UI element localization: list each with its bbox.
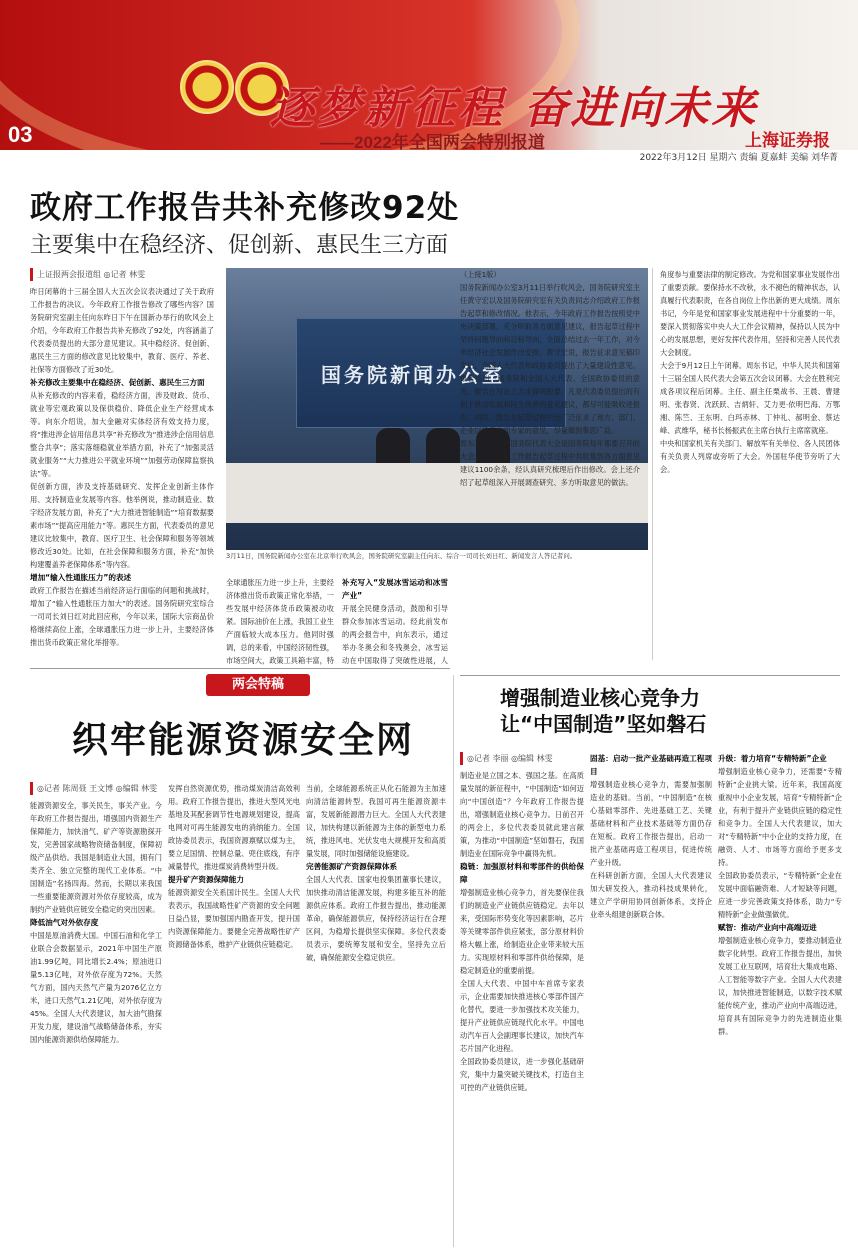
article-subhead: 提升矿产资源保障能力 <box>168 875 244 884</box>
manufacturing-col3 <box>718 752 842 1247</box>
paragraph: 增强制造业核心竞争力，要推动制造业数字化转型。政府工作报告提出，加快发展工业互联网，培育壮大集成电路、人工智能等数字产业。全国人大代表建议，加快推进智能制造，以数字技术赋能传统产业，推动产业向中高端迈进，培育具有国际竞争力的先进制造业集群。 <box>718 936 842 1036</box>
dateline: 2022年3月12日 星期六 责编 夏嘉蚌 美编 刘华菁 <box>639 153 838 163</box>
page-number: 03 <box>8 122 33 147</box>
paragraph: 全国人大代表、国家电投集团董事长建议，加快推动清洁能源发展，构建多能互补的能源供应体系。政府工作报告提出，推动能源革命，确保能源供应，保持经济运行在合理区间，为稳增长提供坚实保障。多位代表委员表示，要统筹发展和安全，坚持先立后破，确保能源安全稳定供应。 <box>306 875 446 962</box>
paragraph: 中央和国家机关有关部门、解放军有关单位、各人民团体有关负责人列席或旁听了大会。外国驻华使节旁听了大会。 <box>660 439 840 474</box>
manufacturing-col2 <box>590 752 712 1247</box>
paragraph: 能源资源安全关系国计民生。全国人大代表表示，我国战略性矿产资源的安全问题日益凸显，要加强国内勘查开发，提升国内资源保障能力。要健全完善战略性矿产资源储备体系，维护产业链供应链稳定。 <box>168 888 300 949</box>
backdrop-text: 国务院新闻办公室 <box>321 363 505 387</box>
main-article-col1 <box>30 268 214 648</box>
section-byline: ◎记者 李丽 ◎编辑 林雯 <box>460 752 584 765</box>
speaker-figure <box>426 428 460 468</box>
special-byline: ◎记者 陈周聂 王文博 ◎编辑 林雯 <box>30 782 162 795</box>
photo-caption: 3月11日，国务院新闻办公室在北京举行吹风会，国务院研究室副主任向东、综合一司司长刘日红、新闻发言人答记者问。 <box>226 552 577 560</box>
article-subhead: 稳链：加强原材料和零部件的供给保障 <box>460 862 584 884</box>
article-subhead: 降低油气对外依存度 <box>30 918 99 927</box>
paragraph: 在科研创新方面，全国人大代表建议加大研发投入，推动科技成果转化，建立产学研用协同创新体系，支持企业牵头组建创新联合体。 <box>590 871 712 919</box>
banner-subtitle: ——2022年全国两会特别报道 <box>320 133 545 150</box>
paragraph: 报告指出，国务院和全国人大代表、全国政协委员的意见，报告在写法上力求简明扼要，凡是代表委员提出的有利于推动发展和民生改善的意见建议，都尽可能吸收进报告。同时，报告在起草过程中还广泛征求了地方、部门、企业以及各方面专家的意见，尽量做到集思广益。 <box>460 374 640 435</box>
paragraph: 开展全民健身活动，鼓励和引导群众参加冰雪运动。经此前发布的两会报告中，向东表示，通过举办冬奥会和冬残奥会，冰雪运动在中国取得了突破性进展，人 <box>342 604 448 665</box>
main-byline: 上证报两会报道组 ◎记者 林雯 <box>30 268 214 281</box>
special-col1 <box>30 782 162 1247</box>
article-subhead: 赋智：推动产业向中高端迈进 <box>718 923 817 932</box>
section-divider <box>30 668 450 669</box>
special-col2 <box>168 782 300 1247</box>
article-subhead: 升级：着力培育“专精特新”企业 <box>718 754 827 763</box>
national-emblem-icon <box>180 60 234 114</box>
paragraph: 当前，全球能源系统正从化石能源为主加速向清洁能源转型。我国可再生能源资源丰富，发展新能源潜力巨大。全国人大代表建议，加快构建以新能源为主体的新型电力系统，推进风电、光伏发电大规模开发和高质量发展，同时加强储能设施建设。 <box>306 784 446 858</box>
paragraph: 中国是原油消费大国。中国石油和化学工业联合会数据显示，2021年中国生产原油1.99亿吨，同比增长2.4%；原油进口量5.13亿吨，对外依存度为72%。天然气方面，国内天然气产量为2076亿立方米，进口天然气1.21亿吨，对外依存度为45%。全国人大代表建议，加大油气勘探开发力度，建设油气战略储备体系，夯实国内能源资源供给保障能力。 <box>30 931 162 1044</box>
special-report-tag: 两会特稿 <box>206 674 310 696</box>
paragraph: 发挥自然资源优势，推动煤炭清洁高效利用。政府工作报告提出，推进大型风光电基地及其配套调节性电源规划建设，提高电网对可再生能源发电的消纳能力。全国政协委员表示，我国资源禀赋以煤为主，要立足国情、控制总量、兜住底线，有序减量替代，推进煤炭消费转型升级。 <box>168 784 300 871</box>
article-subhead: 增加“输入性通胀压力”的表述 <box>30 573 132 582</box>
banner-slogan: 逐梦新征程 奋进向未来 <box>270 83 759 134</box>
paragraph: 增强制造业核心竞争力，还需要“专精特新”企业挑大梁。近年来，我国高度重视中小企业发展，培育“专精特新”企业，有利于提升产业链供应链的稳定性和竞争力。全国人大代表建议，加大对“专精特新”中小企业的支持力度，在融资、人才、市场等方面给予更多支持。 <box>718 767 842 867</box>
paragraph: 大会于9月12日上午闭幕。周东书记，中华人民共和国第十三届全国人民代表大会第五次会议闭幕。大会在胜利完成各项议程后闭幕。主任、副主任栗战书、王晨、曹建明、张春贤、沈跃跃、吉炳轩、艾力更·依明巴海、万鄂湘、陈竺、王东明、白玛赤林、丁仲礼、郝明金、蔡达峰、武维华，秘书长杨振武在主席台执行主席席就座。 <box>660 361 840 435</box>
continuation-marker: （上接1版） <box>460 270 501 279</box>
newspaper-brand: 上海证券报 <box>745 131 830 150</box>
main-article-col2 <box>226 576 334 668</box>
continued-article-col1 <box>460 268 640 668</box>
paragraph: 全球通胀压力进一步上升，主要经济体推出货币政策正常化举措，一些发展中经济体货币政策被动收紧。国际油价在上涨，我国工业生产面临较大成本压力。他同时强调，总的来看，中国经济韧性强，市场空间大，政策工具箱丰富，特 <box>226 578 334 665</box>
main-headline: 政府工作报告共补充修改92处 <box>30 190 460 226</box>
masthead-banner <box>0 0 858 150</box>
paragraph: 从补充修改的内容来看，稳经济方面，涉及财政、货币、就业等宏观政策以及保供稳价、降低企业生产经营成本等。向东介绍说，加大金融对实体经济有效支持力度，将“推进涉企信用信息共享”补充修改为“推进涉企信用信息整合共享”；落实落细稳就业举措方面，补充了“加强灵活就业服务”“大力推进公平就业环境”“加强劳动保障监察执法”等。 <box>30 391 214 478</box>
section-divider <box>460 675 840 676</box>
article-subhead: 完善能源矿产资源保障体系 <box>306 862 398 871</box>
paragraph: 角度参与重要法律的制定修改。为党和国家事业发展作出了重要贡献。要保持水不改秋，永不褪色的精神状态，认真履行代表职责，在各自岗位上作出新的更大成绩。周东书记，今年是党和国家事业发展进程中十分重要的一年，要深入贯彻落实中央人大工作会议精神，保持以人民为中心的发展思想，更好发挥代表作用，坚持和完善人民代表大会制度。 <box>660 270 840 357</box>
paragraph: 增强制造业核心竞争力，首先要保住我们的制造业产业链供应链稳定。去年以来，受国际形势变化等因素影响，芯片等关键零部件供应紧张，部分原材料价格大幅上涨，给制造业企业带来较大压力。实现原材料和零部件供给保障，是稳定制造业的重要前提。 <box>460 888 584 975</box>
article-subhead: 补充修改主要集中在稳经济、促创新、惠民生三方面 <box>30 378 205 387</box>
column-divider <box>652 268 653 660</box>
paragraph: 周东表示，本届国务院代表大会是国务院每年都要召开的大会之一，政府工作报告起草过程中共收集到各方面意见建议1100余条，经认真研究梳理后作出修改。会上还介绍了起草组深入开展调查研究、多方听取意见的做法。 <box>460 439 640 487</box>
column-divider <box>453 675 454 1247</box>
article-subhead: 补充写入“发展冰雪运动和冰雪产业” <box>342 578 448 600</box>
paragraph: 昨日闭幕的十三届全国人大五次会议表决通过了关于政府工作报告的决议。今年政府工作报告修改了哪些内容？国务院研究室副主任向东昨日下午在国新办举行的吹风会上介绍，今年政府工作报告共补充修改了92处，内容涵盖了代表委员提出的大部分意见建议。其中稳经济、促创新、惠民生三方面的修改意见比较集中，教育、医疗、养老、社保等方面修改了近30处。 <box>30 287 214 374</box>
paragraph: 增强制造业核心竞争力，需要加强制造业的基础。当前，“中国制造”在核心基础零部件、先进基础工艺、关键基础材料和产业技术基础等方面仍存在短板。政府工作报告提出，启动一批产业基础再造工程项目，促进传统产业升级。 <box>590 780 712 867</box>
main-subheadline: 主要集中在稳经济、促创新、惠民生三方面 <box>30 233 449 258</box>
paragraph: 全国政协委员建议，进一步强化基础研究，集中力量突破关键技术，打造自主可控的产业链供应链。 <box>460 1057 584 1092</box>
article-subhead: 固基：启动一批产业基础再造工程项目 <box>590 754 712 776</box>
paragraph: 全国政协委员表示，“专精特新”企业在发展中面临融资难、人才短缺等问题，应进一步完善政策支持体系，助力“专精特新”企业做强做优。 <box>718 871 842 919</box>
paragraph: 政府工作报告在描述当前经济运行面临的问题和挑战时，增加了“输入性通胀压力加大”的表述。国务院研究室综合一司司长刘日红对此回应称，今年以来，国际大宗商品价格继续高位上涨，全球通胀压力进一步上升，主要经济体推出货币政策正常化举措等。 <box>30 586 214 647</box>
paragraph: 制造业是立国之本、强国之基。在高质量发展的新征程中，“中国制造”如何迈向“中国创造”？今年政府工作报告提出，增强制造业核心竞争力。日前召开的两会上，多位代表委员就此建言献策，为推动“中国制造”坚如磐石，我国制造业在国际竞争中赢得先机。 <box>460 771 584 858</box>
paragraph: 国务院新闻办公室3月11日举行吹风会，国务院研究室主任黄守宏以及国务院研究室有关负责同志介绍政府工作报告起草和修改情况。他表示，今年政府工作报告按照党中央决策部署，充分听取各方面意见建议，报告起草过程中坚持问题导向和目标导向，全面总结过去一年工作，对今年经济社会发展作出安排。黄守宏说，报告征求意见稿印发后，全国人大代表和政协委员提出了大量建设性意见。 <box>460 283 640 370</box>
paragraph: 促创新方面，涉及支持基础研究、发挥企业创新主体作用、支持制造业发展等内容。他举例说，推动制造业、数字经济发展方面，补充了“大力推进智能制造”“培育数据要素市场”“提高应用能力”等。惠民生方面，代表委员的意见建议比较集中，教育、医疗卫生、社会保障和服务等领域修改近30处。比如，在社会保障和服务方面，补充“加快构建覆盖养老保障体系”等内容。 <box>30 482 214 569</box>
paragraph: 能源资源安全，事关民生，事关产业。今年政府工作报告提出，增强国内资源生产保障能力，加快油气、矿产等资源勘探开发，完善国家战略物资储备制度，保障初级产品供给。我国是制造业大国，拥有门类齐全、独立完整的现代工业体系。“中国制造”名扬四海。然而，长期以来我国一些重要能源资源对外依存度较高，成为制约产业链供应链安全稳定的突出因素。 <box>30 801 162 914</box>
section-headline-line1: 增强制造业核心竞争力 <box>500 686 700 710</box>
special-col3 <box>306 782 446 1247</box>
special-headline: 织牢能源资源安全网 <box>72 720 415 761</box>
manufacturing-col1 <box>460 752 584 1247</box>
continued-article-col2 <box>660 268 840 660</box>
paragraph: 全国人大代表、中国中车首席专家表示，企业需要加快推进核心零部件国产化替代，要进一步加强技术攻关能力，提升产业链供应链现代化水平。中国电动汽车百人会副理事长建议，加快汽车芯片国产化进程。 <box>460 979 584 1053</box>
main-article-col3 <box>342 576 448 668</box>
section-headline-line2: 让“中国制造”坚如磐石 <box>500 712 707 736</box>
speaker-figure <box>376 428 410 468</box>
